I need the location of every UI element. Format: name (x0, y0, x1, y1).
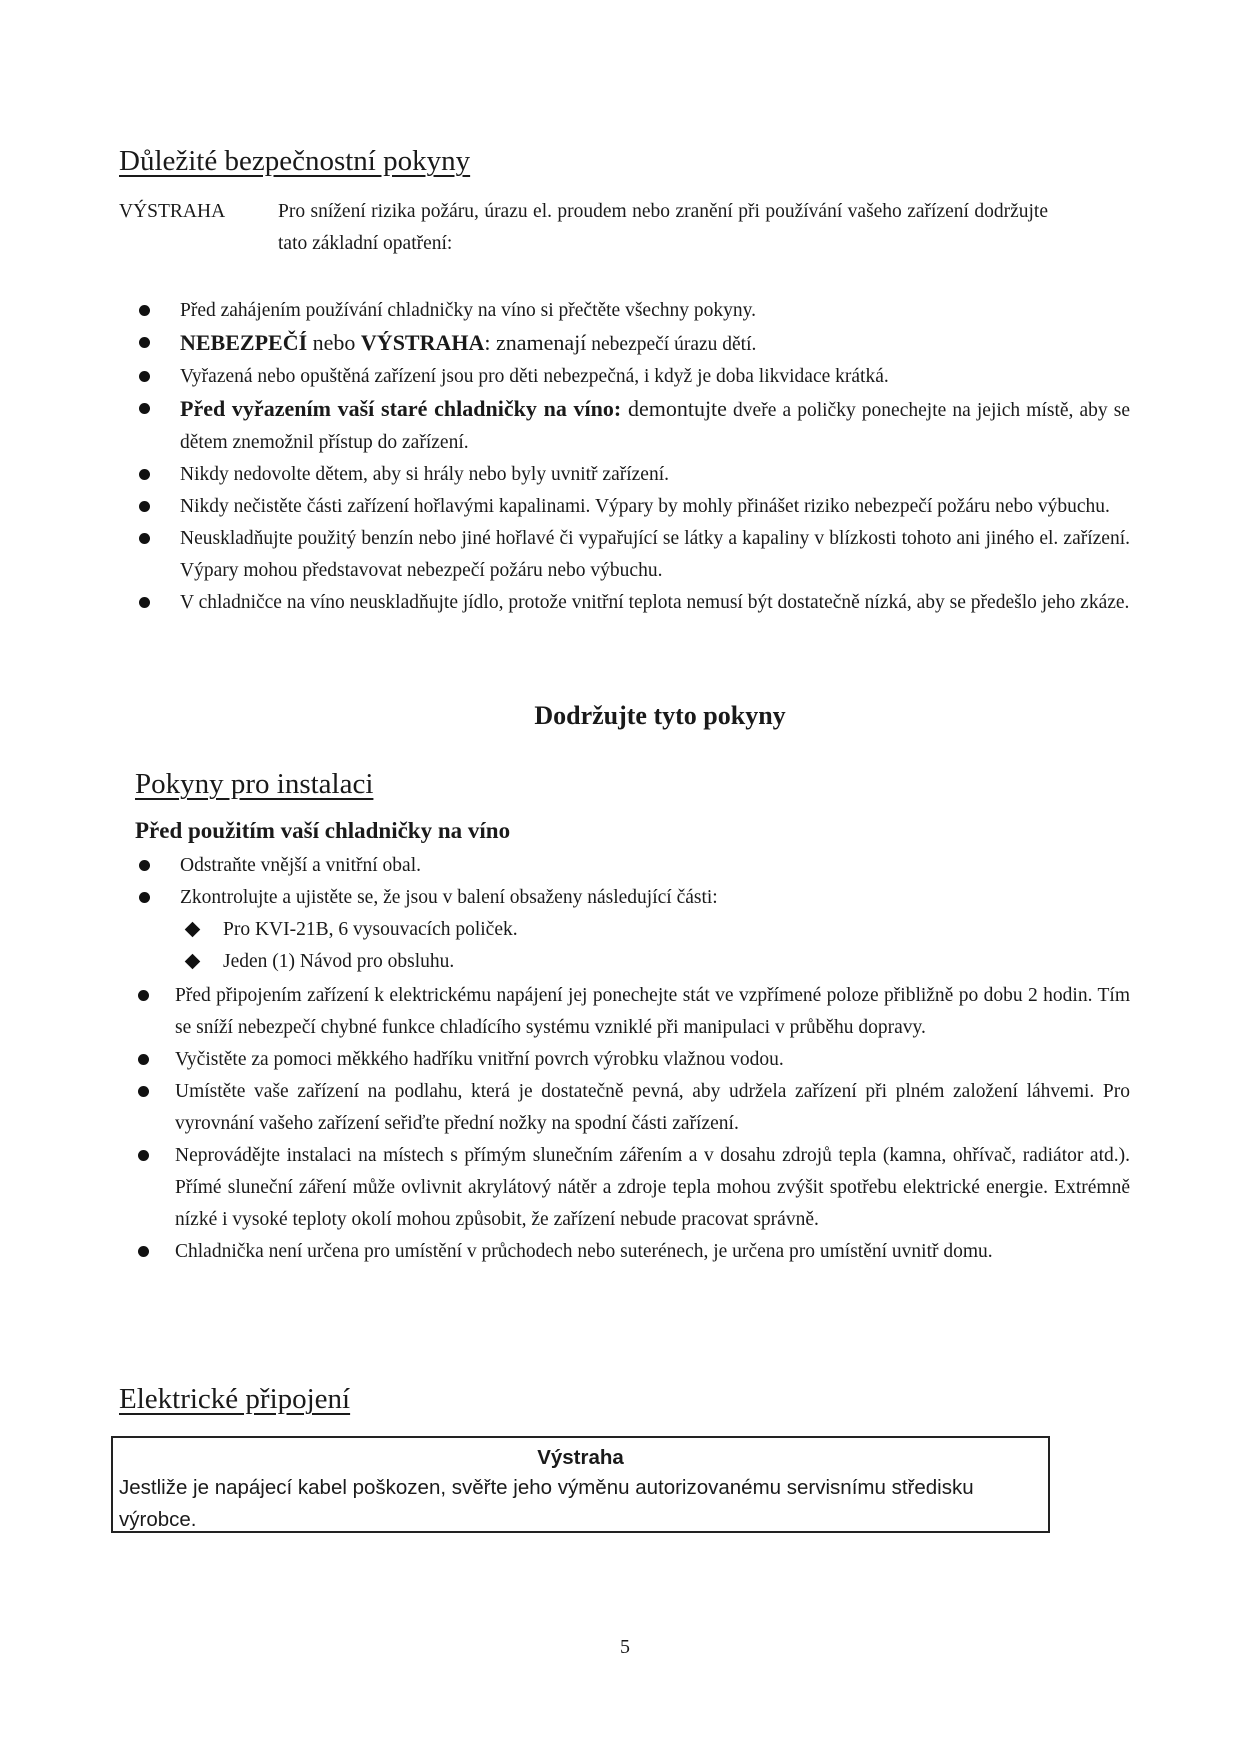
list-item: Neuskladňujte použitý benzín nebo jiné hořlavé či vypařující se látky a kapaliny v blízkosti tohoto ani jiného el. zařízení. Výpary mohou představovat nebezpečí požáru nebo výbuchu. (180, 523, 1130, 587)
list-item: Jeden (1) Návod pro obsluhu. (223, 946, 1123, 978)
bullet-icon (139, 860, 150, 871)
list-item: Zkontrolujte a ujistěte se, že jsou v balení obsaženy následující části: (180, 882, 1130, 914)
safety-title: Důležité bezpečnostní pokyny (119, 145, 471, 177)
diamond-bullet-icon (185, 954, 201, 970)
warning-label: VÝSTRAHA (119, 201, 226, 222)
bullet-icon (139, 469, 150, 480)
list-item: Neprovádějte instalaci na místech s přímým slunečním zářením a v dosahu zdrojů tepla (kamna, ohřívač, radiátor atd.). Přímé sluneční záření může ovlivnit akrylátový nátěr a zdroje tepla mohou zvýšit spotřebu elektrické energie. Extrémně nízké i vysoké teploty okolí mohou způsobit, že zařízení nebude pracovat správně. (175, 1140, 1130, 1236)
bullet-icon (139, 533, 150, 544)
warning-text: Pro snížení rizika požáru, úrazu el. proudem nebo zranění při používání vašeho zařízení dodržujte tato základní opatření: (278, 201, 1048, 254)
list-item: NEBEZPEČÍ nebo VÝSTRAHA: znamenají nebezpečí úrazu dětí. (180, 327, 1130, 361)
page-number: 5 (620, 1636, 630, 1658)
list-item: Pro KVI-21B, 6 vysouvacích poliček. (223, 914, 1123, 946)
install-list-b (175, 980, 1130, 1268)
diamond-bullet-icon (185, 922, 201, 938)
list-item: Umístěte vaše zařízení na podlahu, která je dostatečně pevná, aby udržela zařízení při plném založení láhvemi. Pro vyrovnání vašeho zařízení seřiďte přední nožky na spodní části zařízení. (175, 1076, 1130, 1140)
electric-title: Elektrické připojení (119, 1383, 351, 1415)
list-item: Před připojením zařízení k elektrickému napájení jej ponechejte stát ve vzpřímené poloze přibližně po dobu 2 hodin. Tím se sníží nebezpečí chybné funkce chladícího systému vzniklé při manipulaci v průběhu dopravy. (175, 980, 1130, 1044)
bullet-icon (139, 892, 150, 903)
install-subtitle: Před použitím vaší chladničky na víno (135, 818, 511, 843)
install-title: Pokyny pro instalaci (135, 768, 374, 800)
follow-heading: Dodržujte tyto pokyny (534, 701, 786, 730)
bullet-icon (139, 597, 150, 608)
bullet-icon (139, 337, 150, 348)
install-sublist (223, 914, 1123, 978)
bullet-icon (138, 1150, 149, 1161)
list-item: Vyřazená nebo opuštěná zařízení jsou pro děti nebezpečná, i když je doba likvidace krátká. (180, 361, 1130, 393)
bullet-icon (138, 1086, 149, 1097)
install-list-a (180, 850, 1130, 914)
bullet-icon (139, 501, 150, 512)
bullet-icon (138, 1246, 149, 1257)
list-item: Odstraňte vnější a vnitřní obal. (180, 850, 1130, 882)
list-item: Nikdy nedovolte dětem, aby si hrály nebo byly uvnitř zařízení. (180, 459, 1130, 491)
bullet-icon (139, 403, 150, 414)
list-item: Před vyřazením vaší staré chladničky na víno: demontujte dveře a poličky ponechejte na jejich místě, aby se dětem znemožnil přístup do zařízení. (180, 393, 1130, 459)
list-item: Před zahájením používání chladničky na víno si přečtěte všechny pokyny. (180, 295, 1130, 327)
bullet-icon (138, 1054, 149, 1065)
bullet-icon (139, 371, 150, 382)
bullet-icon (139, 305, 150, 316)
warning-box (111, 1436, 1050, 1533)
list-item: Vyčistěte za pomoci měkkého hadříku vnitřní povrch výrobku vlažnou vodou. (175, 1044, 1130, 1076)
list-item: Nikdy nečistěte části zařízení hořlavými kapalinami. Výpary by mohly přinášet riziko nebezpečí požáru nebo výbuchu. (180, 491, 1130, 523)
safety-list (180, 295, 1130, 619)
warning-box-text: Jestliže je napájecí kabel poškozen, svěřte jeho výměnu autorizovanému servisnímu středisku výrobce. (119, 1476, 974, 1531)
list-item: V chladničce na víno neuskladňujte jídlo, protože vnitřní teplota nemusí být dostatečně nízká, aby se předešlo jeho zkáze. (180, 587, 1130, 619)
bullet-icon (138, 990, 149, 1001)
warning-box-title: Výstraha (537, 1446, 624, 1469)
list-item: Chladnička není určena pro umístění v průchodech nebo suterénech, je určena pro umístění uvnitř domu. (175, 1236, 1130, 1268)
